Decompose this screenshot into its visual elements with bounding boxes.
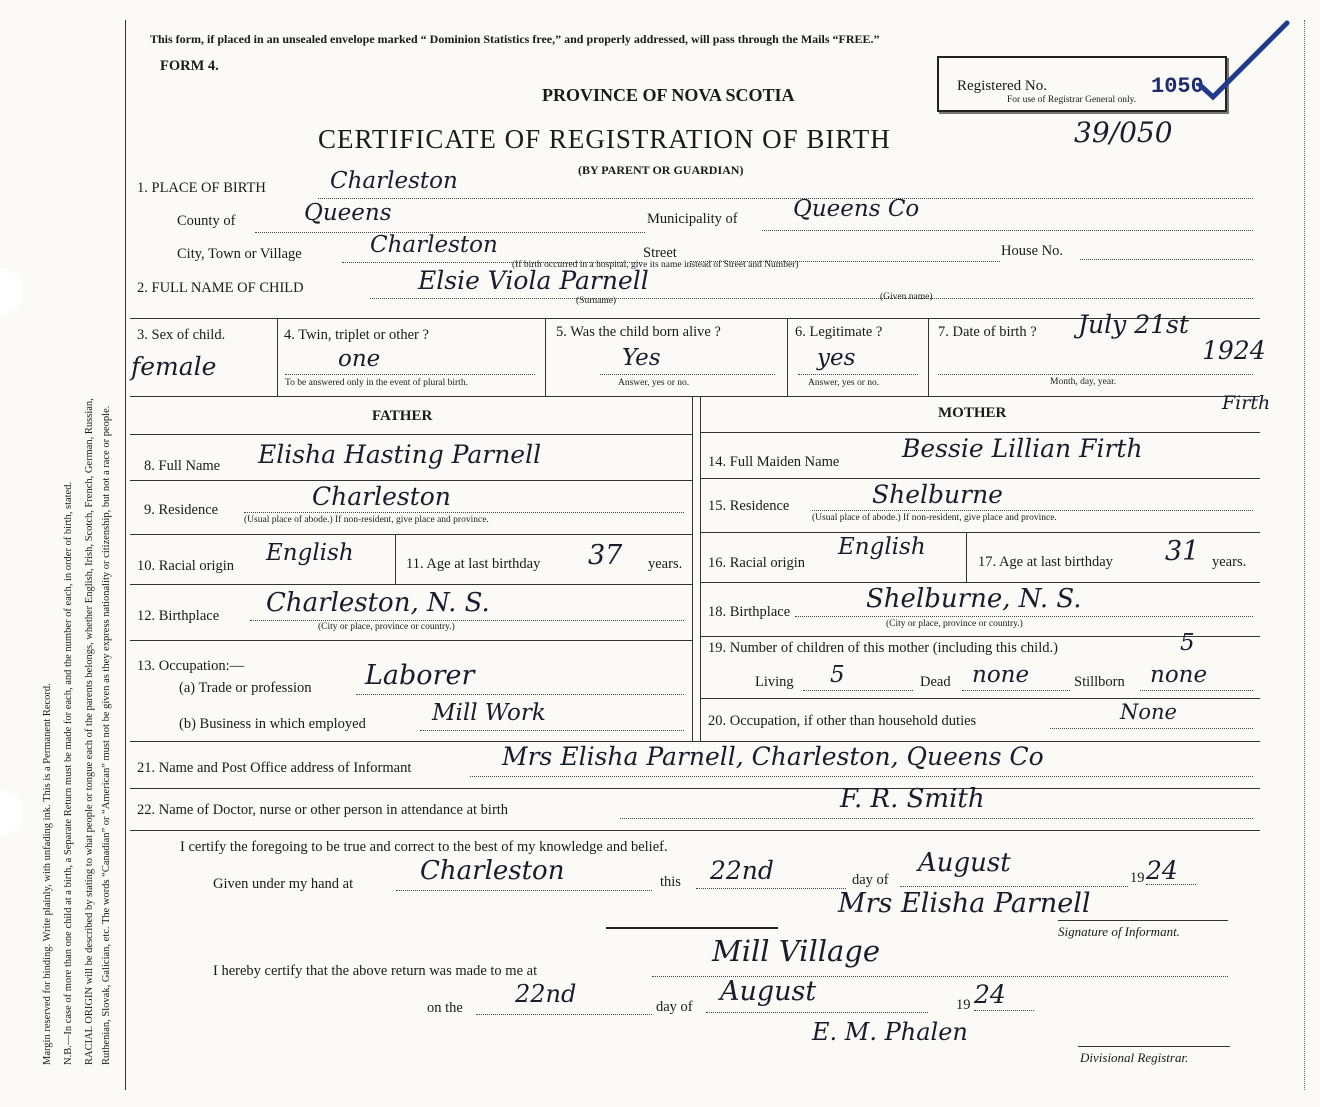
- doctor-label: 22. Name of Doctor, nurse or other person in attendance at birth: [137, 802, 509, 818]
- father-racial-value: English: [266, 540, 354, 566]
- side-note-4: Ruthenian, Slovak, Galician, etc. The words “Canadian” or “American” must not be given as they express nationality or citizenship, but not a race or people.: [101, 405, 112, 1065]
- informant-label: 21. Name and Post Office address of Informant: [137, 760, 412, 776]
- this-label: this: [660, 874, 681, 890]
- date-of-birth-value: July 21st: [1078, 310, 1189, 339]
- father-name-label: 8. Full Name: [144, 458, 221, 474]
- mother-name-value: Bessie Lillian Firth: [902, 434, 1143, 463]
- child-name-label: 2. FULL NAME OF CHILD: [137, 280, 304, 296]
- registrar-signature: E. M. Phalen: [812, 1018, 968, 1046]
- side-note-2: N.B.—In case of more than one child at a birth, a Separate Return must be made for each, and the number of each, in order of birth, stated.: [63, 481, 74, 1065]
- given-month-value: August: [918, 848, 1011, 878]
- given-under-label: Given under my hand at: [213, 876, 354, 892]
- mother-stillborn-value: none: [1150, 662, 1208, 688]
- father-age-label: 11. Age at last birthday: [406, 556, 541, 572]
- mother-dead-value: none: [972, 662, 1030, 688]
- given-day-of-label: day of: [852, 872, 889, 888]
- house-number-label: House No.: [1001, 243, 1064, 259]
- divisional-registrar-label: Divisional Registrar.: [1080, 1050, 1189, 1065]
- mother-heading: MOTHER: [938, 405, 1007, 421]
- checkmark-icon: [1195, 15, 1295, 105]
- father-residence-label: 9. Residence: [144, 502, 219, 518]
- mother-residence-value: Shelburne: [872, 480, 1003, 509]
- father-birthplace-label: 12. Birthplace: [137, 608, 220, 624]
- county-label: County of: [177, 213, 236, 229]
- mother-birthplace-label: 18. Birthplace: [708, 604, 791, 620]
- place-of-birth-value: Charleston: [330, 168, 458, 194]
- registrar-year-prefix: 19: [956, 997, 971, 1013]
- signature-informant-label: Signature of Informant.: [1058, 924, 1180, 939]
- given-name-note: (Given name): [880, 292, 933, 302]
- hospital-note: (If birth occurred in a hospital, give its name instead of Street and Number): [512, 260, 799, 270]
- father-birthplace-value: Charleston, N. S.: [266, 588, 490, 618]
- mother-birthplace-value: Shelburne, N. S.: [866, 584, 1082, 614]
- informant-value: Mrs Elisha Parnell, Charleston, Queens Co: [502, 742, 1044, 771]
- father-years-label: years.: [648, 556, 683, 572]
- side-note-1: Margin reserved for binding. Write plainly, with unfading ink. This is a Permanent Record.: [42, 683, 53, 1065]
- twin-label: 4. Twin, triplet or other ?: [284, 327, 429, 343]
- father-business-value: Mill Work: [432, 700, 546, 726]
- mother-stillborn-label: Stillborn: [1074, 674, 1125, 690]
- twin-note: To be answered only in the event of plural birth.: [285, 378, 468, 388]
- father-heading: FATHER: [372, 408, 433, 424]
- mother-years-label: years.: [1212, 554, 1247, 570]
- given-place-value: Charleston: [420, 856, 565, 886]
- street-label: Street: [643, 245, 677, 261]
- mother-children-label: 19. Number of children of this mother (including this child.): [708, 640, 1058, 656]
- municipality-value: Queens Co: [793, 196, 920, 222]
- date-of-birth-label: 7. Date of birth ?: [938, 324, 1037, 340]
- doctor-value: F. R. Smith: [840, 784, 985, 814]
- father-racial-label: 10. Racial origin: [137, 558, 235, 574]
- alive-note: Answer, yes or no.: [618, 378, 690, 388]
- father-trade-value: Laborer: [365, 660, 475, 691]
- binding-hole-bottom: [0, 790, 23, 836]
- certificate-title: CERTIFICATE OF REGISTRATION OF BIRTH: [318, 124, 891, 154]
- certify-statement: I certify the foregoing to be true and correct to the best of my knowledge and belief.: [180, 839, 668, 855]
- father-residence-note: (Usual place of abode.) If non-resident, give place and province.: [244, 515, 489, 525]
- surname-note: (Surname): [576, 296, 617, 306]
- mother-occupation-label: 20. Occupation, if other than household duties: [708, 713, 977, 729]
- mother-racial-value: English: [838, 534, 926, 560]
- legitimate-value: yes: [817, 345, 856, 371]
- county-value: Queens: [304, 200, 392, 226]
- registered-box: [937, 56, 1227, 112]
- alive-label: 5. Was the child born alive ?: [556, 324, 721, 340]
- mother-children-value: 5: [1180, 630, 1195, 656]
- registered-number: 1050: [1151, 74, 1204, 99]
- registrar-statement: I hereby certify that the above return was made to me at: [213, 963, 538, 979]
- father-age-value: 37: [588, 540, 623, 571]
- mother-age-label: 17. Age at last birthday: [978, 554, 1113, 570]
- alive-value: Yes: [622, 345, 661, 371]
- side-note-3: RACIAL ORIGIN will be described by stating to what people or tongue each of the parents belongs, whether English, Irish, Scotch, French, German, Russian,: [84, 398, 95, 1065]
- title-handwritten-number: 39/050: [1074, 116, 1173, 149]
- municipality-label: Municipality of: [647, 211, 738, 227]
- sex-value: female: [131, 352, 217, 381]
- form-number: FORM 4.: [160, 58, 219, 74]
- mother-residence-note: (Usual place of abode.) If non-resident, give place and province.: [812, 513, 1057, 523]
- mother-age-value: 31: [1165, 536, 1200, 567]
- father-residence-value: Charleston: [312, 482, 451, 511]
- legitimate-note: Answer, yes or no.: [808, 378, 880, 388]
- father-business-label: (b) Business in which employed: [179, 716, 366, 732]
- given-year-value: 24: [1146, 856, 1178, 885]
- mother-occupation-value: None: [1120, 700, 1177, 724]
- margin-rule: [125, 20, 126, 1090]
- mother-living-label: Living: [755, 674, 794, 690]
- place-of-birth-label: 1. PLACE OF BIRTH: [137, 180, 266, 196]
- twin-value: one: [338, 346, 381, 372]
- certificate-subtitle: (BY PARENT OR GUARDIAN): [578, 163, 744, 177]
- sex-label: 3. Sex of child.: [137, 327, 226, 343]
- binding-hole-top: [0, 268, 23, 314]
- date-of-birth-note: Month, day, year.: [1050, 377, 1117, 387]
- city-label: City, Town or Village: [177, 246, 302, 262]
- registrar-month-value: August: [720, 976, 817, 1007]
- given-year-prefix: 19: [1130, 870, 1145, 886]
- registered-note: For use of Registrar General only.: [1007, 95, 1137, 105]
- mother-birthplace-note: (City or place, province or country.): [886, 619, 1023, 629]
- child-name-value: Elsie Viola Parnell: [418, 266, 649, 295]
- mother-living-value: 5: [830, 662, 845, 688]
- registered-label: Registered No.: [957, 78, 1047, 94]
- province-heading: PROVINCE OF NOVA SCOTIA: [542, 85, 795, 105]
- mother-residence-label: 15. Residence: [708, 498, 790, 514]
- mother-racial-label: 16. Racial origin: [708, 555, 806, 571]
- mother-note-above: Firth: [1222, 392, 1271, 414]
- on-the-label: on the: [427, 1000, 463, 1016]
- city-value: Charleston: [370, 232, 498, 258]
- father-occupation-label: 13. Occupation:—: [137, 658, 245, 674]
- registrar-day-value: 22nd: [515, 980, 577, 1008]
- date-of-birth-year: 1924: [1202, 336, 1266, 365]
- registrar-year-value: 24: [974, 980, 1006, 1009]
- father-birthplace-note: (City or place, province or country.): [318, 622, 455, 632]
- father-name-value: Elisha Hasting Parnell: [258, 440, 542, 469]
- father-trade-label: (a) Trade or profession: [179, 680, 312, 696]
- legitimate-label: 6. Legitimate ?: [795, 324, 883, 340]
- informant-signature: Mrs Elisha Parnell: [838, 888, 1091, 919]
- registrar-day-of-label: day of: [656, 999, 693, 1015]
- given-day-value: 22nd: [710, 856, 774, 885]
- mailing-notice: This form, if placed in an unsealed envelope marked “ Dominion Statistics free,” and properly addressed, will pass through the Mails “FREE.”: [150, 32, 880, 46]
- mother-dead-label: Dead: [920, 674, 951, 690]
- mother-name-label: 14. Full Maiden Name: [708, 454, 840, 470]
- registrar-place-value: Mill Village: [712, 934, 881, 968]
- right-border: [1304, 20, 1305, 1090]
